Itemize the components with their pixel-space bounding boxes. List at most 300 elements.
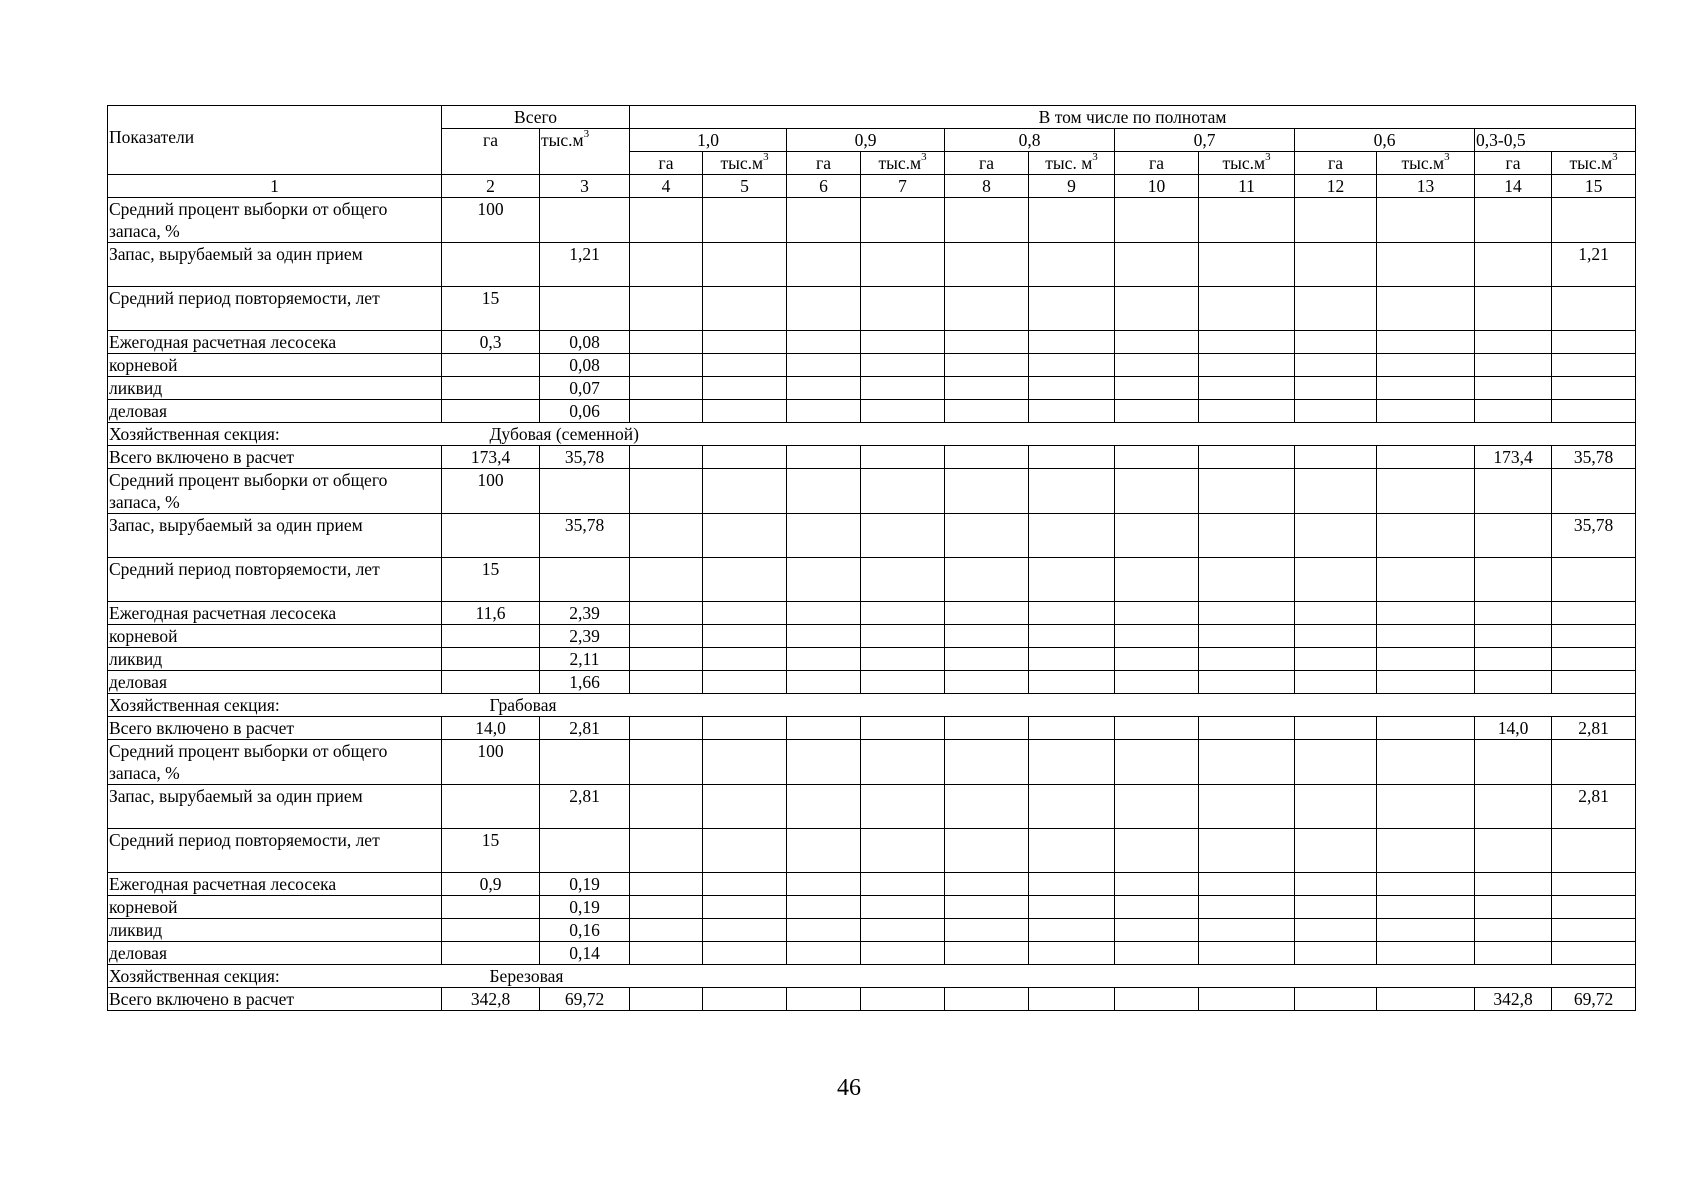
table-cell bbox=[1029, 400, 1115, 423]
table-cell bbox=[1552, 942, 1636, 965]
table-cell bbox=[787, 446, 861, 469]
density-header: 0,7 bbox=[1115, 129, 1295, 152]
table-row bbox=[108, 243, 1636, 287]
table-cell bbox=[787, 331, 861, 354]
table-cell bbox=[861, 988, 945, 1011]
table-cell bbox=[1199, 942, 1295, 965]
table-cell bbox=[1552, 671, 1636, 694]
table-cell bbox=[1029, 354, 1115, 377]
table-cell bbox=[540, 829, 630, 873]
table-cell bbox=[1475, 514, 1552, 558]
row-label: Средний процент выборки от общего запаса, % bbox=[108, 469, 442, 514]
column-number: 12 bbox=[1295, 175, 1377, 198]
table-row bbox=[108, 625, 1636, 648]
column-number: 10 bbox=[1115, 175, 1199, 198]
table-cell bbox=[861, 671, 945, 694]
table-cell: 1,66 bbox=[540, 671, 630, 694]
table-cell: 0,14 bbox=[540, 942, 630, 965]
table-cell bbox=[1029, 942, 1115, 965]
table-row bbox=[108, 671, 1636, 694]
table-cell bbox=[1377, 740, 1475, 785]
row-label: Запас, вырубаемый за один прием bbox=[108, 243, 442, 287]
table-cell bbox=[703, 785, 787, 829]
table-cell: 100 bbox=[442, 469, 540, 514]
table-cell bbox=[1115, 740, 1199, 785]
density-header: 1,0 bbox=[630, 129, 787, 152]
table-cell bbox=[1552, 829, 1636, 873]
table-cell bbox=[1029, 446, 1115, 469]
table-cell bbox=[630, 198, 703, 243]
by-density-header: В том числе по полнотам bbox=[630, 106, 1636, 129]
table-cell bbox=[945, 400, 1029, 423]
table-cell bbox=[703, 740, 787, 785]
forestry-table bbox=[107, 105, 1636, 1011]
table-cell bbox=[1295, 873, 1377, 896]
table-cell bbox=[1115, 873, 1199, 896]
table-cell bbox=[861, 446, 945, 469]
table-cell bbox=[1377, 896, 1475, 919]
table-cell bbox=[442, 377, 540, 400]
section-row bbox=[108, 965, 1636, 988]
table-cell bbox=[703, 354, 787, 377]
section-name: Березовая bbox=[442, 965, 1636, 988]
table-row bbox=[108, 648, 1636, 671]
table-cell bbox=[442, 896, 540, 919]
table-cell bbox=[1295, 919, 1377, 942]
table-cell: 0,08 bbox=[540, 331, 630, 354]
table-cell bbox=[1295, 648, 1377, 671]
row-label: ликвид bbox=[108, 377, 442, 400]
table-cell bbox=[1552, 919, 1636, 942]
column-number: 3 bbox=[540, 175, 630, 198]
table-cell bbox=[1029, 919, 1115, 942]
table-cell bbox=[1475, 919, 1552, 942]
table-cell bbox=[945, 740, 1029, 785]
table-cell bbox=[945, 377, 1029, 400]
table-cell bbox=[1377, 354, 1475, 377]
table-cell bbox=[630, 558, 703, 602]
total-header: Всего bbox=[442, 106, 630, 129]
table-cell bbox=[1295, 625, 1377, 648]
section-label: Хозяйственная секция: bbox=[108, 965, 442, 988]
table-cell bbox=[861, 287, 945, 331]
table-cell: 2,39 bbox=[540, 625, 630, 648]
table-cell bbox=[1199, 354, 1295, 377]
table-cell bbox=[1115, 287, 1199, 331]
table-cell bbox=[1475, 740, 1552, 785]
table-cell bbox=[1115, 602, 1199, 625]
table-cell: 1,21 bbox=[540, 243, 630, 287]
table-cell bbox=[1029, 829, 1115, 873]
table-cell bbox=[1475, 558, 1552, 602]
table-row bbox=[108, 829, 1636, 873]
table-cell bbox=[1475, 354, 1552, 377]
table-cell bbox=[1552, 287, 1636, 331]
table-cell bbox=[630, 785, 703, 829]
table-cell bbox=[861, 717, 945, 740]
table-cell bbox=[1029, 671, 1115, 694]
table-cell: 14,0 bbox=[442, 717, 540, 740]
table-cell bbox=[703, 988, 787, 1011]
table-cell: 2,81 bbox=[540, 717, 630, 740]
table-cell bbox=[1475, 198, 1552, 243]
unit-ha-header: га bbox=[630, 152, 703, 175]
table-cell: 15 bbox=[442, 287, 540, 331]
column-number: 6 bbox=[787, 175, 861, 198]
table-cell: 0,9 bbox=[442, 873, 540, 896]
table-cell bbox=[1552, 740, 1636, 785]
table-cell bbox=[861, 648, 945, 671]
table-cell bbox=[945, 988, 1029, 1011]
table-cell bbox=[861, 354, 945, 377]
column-number: 14 bbox=[1475, 175, 1552, 198]
unit-ha-header: га bbox=[1115, 152, 1199, 175]
table-cell bbox=[630, 896, 703, 919]
table-cell bbox=[861, 829, 945, 873]
table-cell bbox=[703, 287, 787, 331]
table-cell bbox=[1377, 198, 1475, 243]
table-cell bbox=[1199, 377, 1295, 400]
table-cell bbox=[861, 740, 945, 785]
density-header: 0,8 bbox=[945, 129, 1115, 152]
table-cell bbox=[787, 198, 861, 243]
table-cell bbox=[1199, 602, 1295, 625]
row-label: Всего включено в расчет bbox=[108, 446, 442, 469]
table-cell bbox=[1377, 377, 1475, 400]
table-cell bbox=[1475, 377, 1552, 400]
unit-ha-header: га bbox=[787, 152, 861, 175]
table-cell bbox=[1029, 198, 1115, 243]
table-cell bbox=[1377, 446, 1475, 469]
table-cell bbox=[945, 287, 1029, 331]
column-number: 5 bbox=[703, 175, 787, 198]
table-cell bbox=[1029, 602, 1115, 625]
table-cell bbox=[442, 243, 540, 287]
table-cell: 173,4 bbox=[442, 446, 540, 469]
table-row bbox=[108, 873, 1636, 896]
table-cell bbox=[787, 514, 861, 558]
table-cell bbox=[945, 469, 1029, 514]
table-cell: 100 bbox=[442, 740, 540, 785]
table-cell bbox=[1199, 896, 1295, 919]
table-cell: 11,6 bbox=[442, 602, 540, 625]
table-row bbox=[108, 198, 1636, 243]
table-cell: 2,81 bbox=[1552, 785, 1636, 829]
table-cell bbox=[1295, 740, 1377, 785]
table-cell bbox=[442, 514, 540, 558]
table-cell bbox=[945, 514, 1029, 558]
table-cell bbox=[787, 896, 861, 919]
row-label: Запас, вырубаемый за один прием bbox=[108, 785, 442, 829]
table-cell bbox=[945, 625, 1029, 648]
table-cell bbox=[442, 400, 540, 423]
table-row bbox=[108, 469, 1636, 514]
table-cell bbox=[787, 354, 861, 377]
table-cell bbox=[945, 446, 1029, 469]
row-label: ликвид bbox=[108, 648, 442, 671]
table-cell bbox=[1115, 198, 1199, 243]
table-cell bbox=[861, 602, 945, 625]
table-cell bbox=[945, 602, 1029, 625]
unit-m3-header: $тыс.м^3$ bbox=[703, 152, 787, 175]
table-cell bbox=[1295, 558, 1377, 602]
row-label: Средний период повторяемости, лет bbox=[108, 287, 442, 331]
row-label: Всего включено в расчет bbox=[108, 717, 442, 740]
table-cell bbox=[703, 625, 787, 648]
density-header: 0,6 bbox=[1295, 129, 1475, 152]
table-cell bbox=[1029, 785, 1115, 829]
table-cell: 1,21 bbox=[1552, 243, 1636, 287]
table-cell bbox=[1377, 829, 1475, 873]
table-cell bbox=[630, 602, 703, 625]
table-cell bbox=[1295, 243, 1377, 287]
table-cell bbox=[703, 829, 787, 873]
table-cell: 15 bbox=[442, 829, 540, 873]
table-cell bbox=[1029, 625, 1115, 648]
table-cell bbox=[540, 740, 630, 785]
table-cell bbox=[1295, 377, 1377, 400]
table-cell bbox=[1377, 717, 1475, 740]
table-cell bbox=[1199, 648, 1295, 671]
table-cell bbox=[1377, 243, 1475, 287]
table-cell bbox=[1295, 331, 1377, 354]
table-cell bbox=[1295, 896, 1377, 919]
table-cell bbox=[1377, 671, 1475, 694]
table-cell bbox=[945, 243, 1029, 287]
table-cell bbox=[630, 829, 703, 873]
table-cell bbox=[861, 400, 945, 423]
row-label: корневой bbox=[108, 896, 442, 919]
table-cell bbox=[1115, 400, 1199, 423]
table-cell: 15 bbox=[442, 558, 540, 602]
table-cell bbox=[787, 558, 861, 602]
row-label: Ежегодная расчетная лесосека bbox=[108, 873, 442, 896]
table-row bbox=[108, 400, 1636, 423]
table-cell bbox=[1377, 287, 1475, 331]
table-cell bbox=[630, 400, 703, 423]
table-cell bbox=[630, 377, 703, 400]
table-cell bbox=[945, 896, 1029, 919]
table-cell bbox=[1029, 469, 1115, 514]
table-cell bbox=[1295, 198, 1377, 243]
table-cell bbox=[442, 625, 540, 648]
table-cell bbox=[1115, 331, 1199, 354]
table-cell bbox=[1552, 602, 1636, 625]
column-number: 7 bbox=[861, 175, 945, 198]
column-number: 1 bbox=[108, 175, 442, 198]
table-cell: 0,19 bbox=[540, 896, 630, 919]
table-cell: 100 bbox=[442, 198, 540, 243]
table-cell bbox=[703, 717, 787, 740]
table-row bbox=[108, 287, 1636, 331]
table-cell: 0,16 bbox=[540, 919, 630, 942]
table-cell bbox=[703, 514, 787, 558]
table-cell bbox=[1475, 648, 1552, 671]
table-cell bbox=[1199, 671, 1295, 694]
table-cell bbox=[442, 354, 540, 377]
table-cell: 69,72 bbox=[540, 988, 630, 1011]
unit-m3-header: тыс. $м^3$ bbox=[1029, 152, 1115, 175]
table-cell: 35,78 bbox=[540, 514, 630, 558]
table-cell bbox=[1115, 919, 1199, 942]
table-cell bbox=[630, 625, 703, 648]
table-cell bbox=[630, 354, 703, 377]
column-number: 8 bbox=[945, 175, 1029, 198]
table-row bbox=[108, 377, 1636, 400]
table-cell bbox=[703, 198, 787, 243]
table-cell: 35,78 bbox=[1552, 446, 1636, 469]
table-cell bbox=[1552, 625, 1636, 648]
table-cell: 2,81 bbox=[540, 785, 630, 829]
table-cell bbox=[703, 243, 787, 287]
table-cell bbox=[1552, 469, 1636, 514]
column-number-row bbox=[108, 175, 1636, 198]
table-cell bbox=[703, 602, 787, 625]
table-cell bbox=[1199, 446, 1295, 469]
table-cell bbox=[1199, 469, 1295, 514]
table-cell bbox=[540, 287, 630, 331]
table-cell bbox=[1115, 829, 1199, 873]
unit-ha-header: га bbox=[1475, 152, 1552, 175]
table-cell bbox=[787, 873, 861, 896]
table-cell bbox=[1199, 331, 1295, 354]
header-row-1 bbox=[108, 106, 1636, 129]
table-cell bbox=[1295, 514, 1377, 558]
table-cell bbox=[787, 625, 861, 648]
table-cell bbox=[1115, 717, 1199, 740]
table-cell bbox=[1199, 740, 1295, 785]
table-cell bbox=[1115, 446, 1199, 469]
section-name: Дубовая (семенной) bbox=[442, 423, 1636, 446]
table-cell bbox=[703, 873, 787, 896]
column-number: 4 bbox=[630, 175, 703, 198]
unit-m3-header: $тыс.м^3$ bbox=[861, 152, 945, 175]
table-cell: 0,06 bbox=[540, 400, 630, 423]
table-cell: 0,3 bbox=[442, 331, 540, 354]
row-label: Средний период повторяемости, лет bbox=[108, 829, 442, 873]
section-label: Хозяйственная секция: bbox=[108, 423, 442, 446]
table-cell bbox=[1199, 558, 1295, 602]
table-cell bbox=[1199, 829, 1295, 873]
table-cell bbox=[861, 873, 945, 896]
table-cell bbox=[945, 919, 1029, 942]
unit-m3-header: $тыс.м^3$ bbox=[1377, 152, 1475, 175]
row-label: Запас, вырубаемый за один прием bbox=[108, 514, 442, 558]
indicators-header: Показатели bbox=[108, 106, 442, 175]
table-cell bbox=[630, 873, 703, 896]
table-cell: 0,19 bbox=[540, 873, 630, 896]
table-cell bbox=[1377, 331, 1475, 354]
table-row bbox=[108, 331, 1636, 354]
table-cell bbox=[442, 785, 540, 829]
table-cell bbox=[703, 648, 787, 671]
table-cell: 173,4 bbox=[1475, 446, 1552, 469]
table-cell bbox=[1475, 331, 1552, 354]
table-cell bbox=[1295, 829, 1377, 873]
table-cell bbox=[861, 469, 945, 514]
table-cell bbox=[1377, 469, 1475, 514]
table-cell: 2,81 bbox=[1552, 717, 1636, 740]
table-cell bbox=[1115, 354, 1199, 377]
table-cell bbox=[1295, 400, 1377, 423]
table-cell bbox=[1552, 896, 1636, 919]
table-cell bbox=[1377, 942, 1475, 965]
table-cell bbox=[630, 331, 703, 354]
table-cell bbox=[1029, 740, 1115, 785]
table-cell bbox=[1029, 648, 1115, 671]
table-cell bbox=[1295, 671, 1377, 694]
table-cell bbox=[1295, 942, 1377, 965]
table-cell bbox=[787, 829, 861, 873]
table-cell bbox=[945, 671, 1029, 694]
table-cell bbox=[1199, 400, 1295, 423]
table-cell bbox=[1552, 198, 1636, 243]
table-cell bbox=[1115, 942, 1199, 965]
table-cell bbox=[630, 740, 703, 785]
table-cell: 35,78 bbox=[540, 446, 630, 469]
table-cell bbox=[1199, 198, 1295, 243]
table-cell bbox=[787, 942, 861, 965]
table-row bbox=[108, 919, 1636, 942]
table-row bbox=[108, 740, 1636, 785]
unit-m3-header: $тыс.м^3$ bbox=[1199, 152, 1295, 175]
table-cell bbox=[787, 648, 861, 671]
table-cell bbox=[1377, 873, 1475, 896]
table-cell bbox=[630, 514, 703, 558]
table-cell bbox=[1115, 785, 1199, 829]
table-cell bbox=[703, 469, 787, 514]
table-row bbox=[108, 558, 1636, 602]
density-header: 0,9 bbox=[787, 129, 945, 152]
row-label: Всего включено в расчет bbox=[108, 988, 442, 1011]
table-cell bbox=[1115, 243, 1199, 287]
table-cell bbox=[1377, 558, 1475, 602]
table-cell bbox=[861, 785, 945, 829]
table-cell bbox=[1295, 469, 1377, 514]
table-cell bbox=[787, 400, 861, 423]
table-cell bbox=[1552, 331, 1636, 354]
table-row bbox=[108, 446, 1636, 469]
table-cell bbox=[1295, 354, 1377, 377]
table-cell bbox=[861, 919, 945, 942]
table-row bbox=[108, 602, 1636, 625]
table-cell bbox=[861, 243, 945, 287]
column-number: 9 bbox=[1029, 175, 1115, 198]
table-cell bbox=[945, 331, 1029, 354]
row-label: Средний процент выборки от общего запаса, % bbox=[108, 740, 442, 785]
table-cell bbox=[1552, 400, 1636, 423]
table-cell bbox=[787, 785, 861, 829]
table-cell bbox=[787, 671, 861, 694]
table-cell bbox=[1115, 377, 1199, 400]
table-cell bbox=[1552, 873, 1636, 896]
table-cell bbox=[1475, 829, 1552, 873]
table-row bbox=[108, 717, 1636, 740]
table-cell bbox=[1377, 988, 1475, 1011]
unit-ha-header: га bbox=[1295, 152, 1377, 175]
table-row bbox=[108, 896, 1636, 919]
table-cell bbox=[1295, 988, 1377, 1011]
table-cell: 0,08 bbox=[540, 354, 630, 377]
table-cell bbox=[540, 469, 630, 514]
table-cell bbox=[1552, 648, 1636, 671]
table-cell bbox=[1029, 988, 1115, 1011]
table-cell bbox=[630, 717, 703, 740]
row-label: корневой bbox=[108, 625, 442, 648]
table-cell: 0,07 bbox=[540, 377, 630, 400]
table-cell bbox=[861, 625, 945, 648]
table-cell bbox=[945, 558, 1029, 602]
